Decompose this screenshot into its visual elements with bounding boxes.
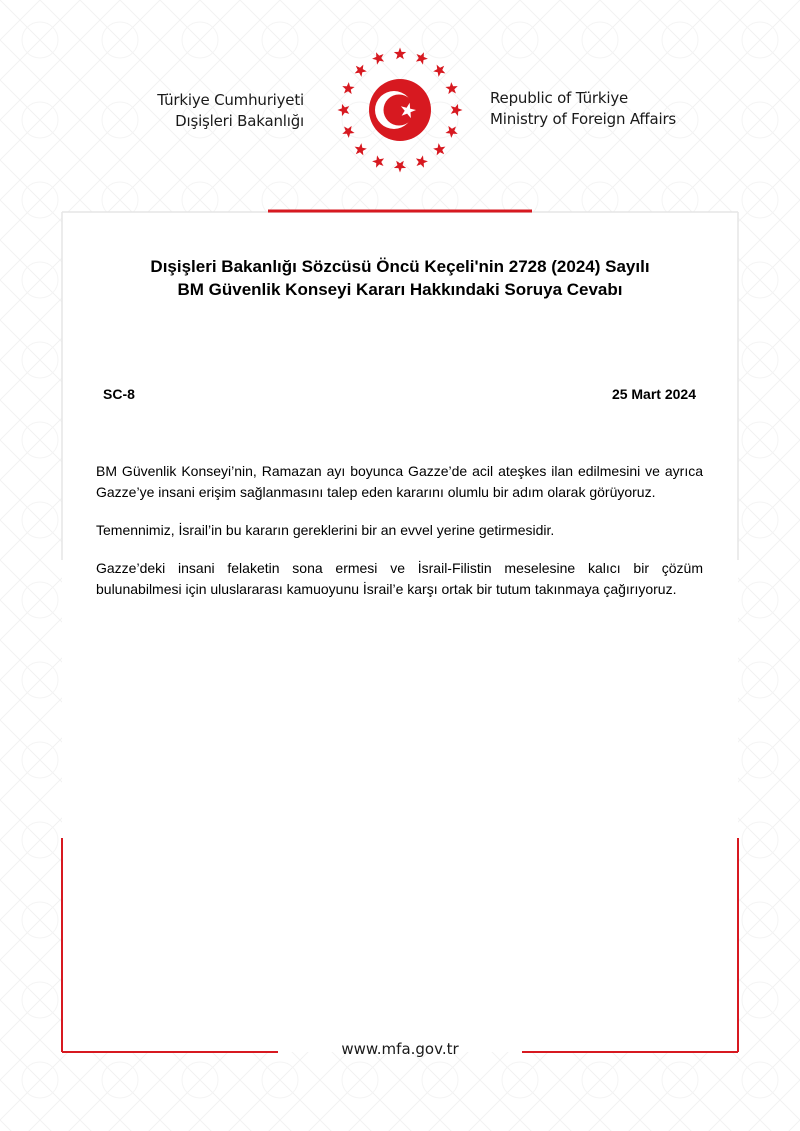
title-line-2: BM Güvenlik Konseyi Kararı Hakkındaki Soruya Cevabı	[177, 280, 623, 299]
header-country-en: Republic of Türkiye	[490, 89, 629, 107]
title-line-1: Dışişleri Bakanlığı Sözcüsü Öncü Keçeli'nin 2728 (2024) Sayılı	[150, 257, 650, 276]
document-body	[96, 461, 703, 617]
header-ministry-tr: Dışişleri Bakanlığı	[175, 112, 304, 130]
header-country-tr: Türkiye Cumhuriyeti	[157, 91, 304, 109]
paragraph: Gazze’deki insani felaketin sona ermesi ve İsrail-Filistin meselesine kalıcı bir çözüm bulunabilmesi için uluslararası kamuoyunu İsrail’e karşı ortak bir tutum takınmaya çağırıyoruz.	[96, 560, 703, 597]
paragraph: BM Güvenlik Konseyi’nin, Ramazan ayı boyunca Gazze’de acil ateşkes ilan edilmesini ve ayrıca Gazze’ye insani erişim sağlanmasını talep eden kararını olumlu bir adım olarak görüyoruz.	[96, 463, 703, 500]
footer-website: www.mfa.gov.tr	[341, 1040, 459, 1058]
reference-code: SC-8	[103, 386, 135, 402]
document-title	[60, 255, 740, 301]
paragraph: Temennimiz, İsrail’in bu kararın gereklerini bir an evvel yerine getirmesidir.	[96, 522, 555, 538]
document-date: 25 Mart 2024	[611, 386, 696, 402]
header-ministry-en: Ministry of Foreign Affairs	[490, 110, 677, 128]
